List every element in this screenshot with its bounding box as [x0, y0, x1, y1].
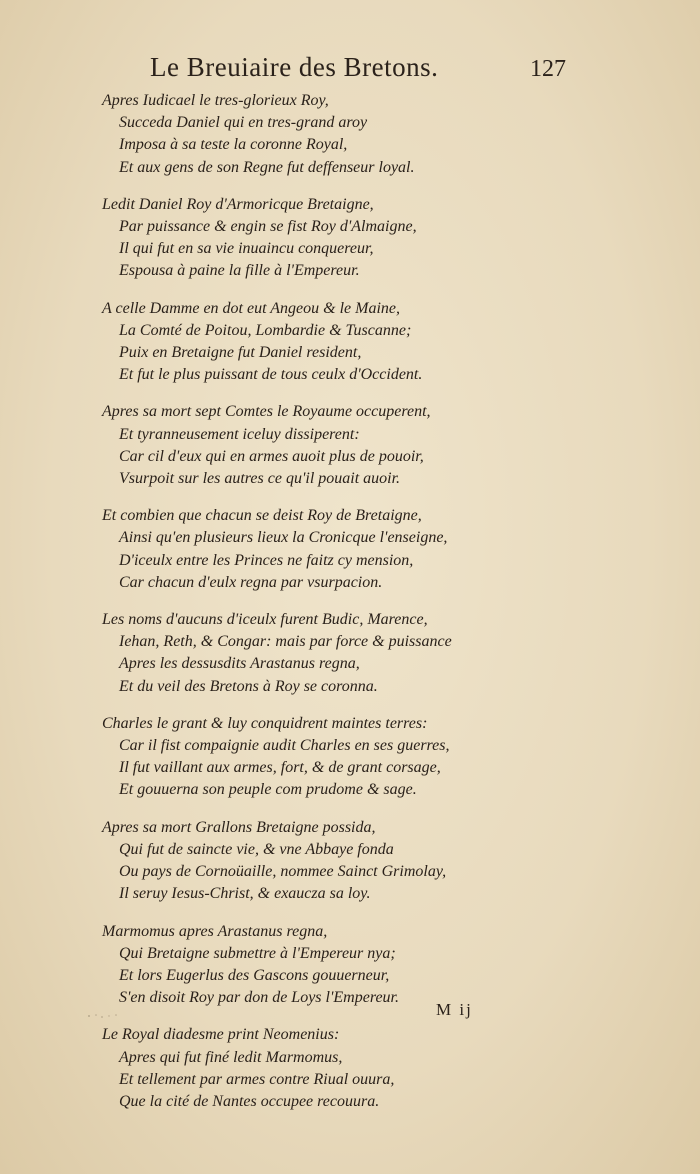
signature-mark: M ij	[436, 1000, 473, 1019]
verse-line: Apres qui fut finé ledit Marmomus,	[119, 1048, 343, 1066]
verse-line: Il fut vaillant aux armes, fort, & de grant corsage,	[119, 759, 441, 777]
verse-line: S'en disoit Roy par don de Loys l'Empereur.	[119, 989, 399, 1007]
verse-line: Car chacun d'eulx regna par vsurpacion.	[119, 573, 383, 591]
verse-line: Puix en Bretaigne fut Daniel resident,	[119, 344, 362, 362]
verse-line: Ledit Daniel Roy d'Armoricque Bretaigne,	[102, 195, 374, 213]
page-number: 127	[530, 56, 566, 82]
verse-line: Le Royal diadesme print Neomenius:	[102, 1026, 340, 1044]
stanza	[102, 713, 602, 802]
verse-line: Vsurpoit sur les autres ce qu'il pouait auoir.	[119, 470, 401, 488]
verse-line: Ainsi qu'en plusieurs lieux la Cronicque l'enseigne,	[119, 529, 448, 547]
stanza	[102, 401, 602, 490]
verse-line: Et combien que chacun se deist Roy de Bretaigne,	[102, 507, 422, 525]
verse-line: Apres les dessusdits Arastanus regna,	[119, 655, 360, 673]
verse-line: Iehan, Reth, & Congar: mais par force & puissance	[119, 633, 452, 651]
verse-line: Les noms d'aucuns d'iceulx furent Budic, Marence,	[102, 611, 428, 629]
verse-line: Et lors Eugerlus des Gascons gouuerneur,	[119, 966, 390, 984]
verse-line: Et gouuerna son peuple com prudome & sage.	[119, 781, 417, 799]
verse-line: A celle Damme en dot eut Angeou & le Maine,	[102, 299, 400, 317]
verse-line: Marmomus apres Arastanus regna,	[102, 922, 328, 940]
verse-line: Par puissance & engin se fist Roy d'Almaigne,	[119, 218, 417, 236]
verse-line: Car il fist compaignie audit Charles en ses guerres,	[119, 737, 450, 755]
verse-line: La Comté de Poitou, Lombardie & Tuscanne;	[119, 321, 412, 339]
verse-line: Charles le grant & luy conquidrent maintes terres:	[102, 714, 428, 732]
poem-text	[102, 90, 602, 1128]
stanza	[102, 817, 602, 906]
verse-line: Espousa à paine la fille à l'Empereur.	[119, 262, 360, 280]
verse-line: D'iceulx entre les Princes ne faitz cy mension,	[119, 551, 414, 569]
page-header	[0, 52, 700, 92]
verse-line: Et aux gens de son Regne fut deffenseur loyal.	[119, 158, 415, 176]
stanza	[102, 298, 602, 387]
verse-line: Et fut le plus puissant de tous ceulx d'Occident.	[119, 366, 423, 384]
verse-line: Et tellement par armes contre Riual ouura,	[119, 1070, 395, 1088]
verse-line: Il qui fut en sa vie inuaincu conquereur,	[119, 240, 374, 258]
verse-line: Car cil d'eux qui en armes auoit plus de pouoir,	[119, 447, 424, 465]
running-head: Le Breuiaire des Bretons.	[150, 52, 439, 82]
ink-specks	[85, 1010, 125, 1022]
verse-line: Succeda Daniel qui en tres-grand aroy	[119, 114, 368, 132]
verse-line: Il seruy Iesus-Christ, & exaucza sa loy.	[119, 885, 371, 903]
verse-line: Ou pays de Cornoüaille, nommee Sainct Grimolay,	[119, 863, 447, 881]
stanza	[102, 194, 602, 283]
verse-line: Et du veil des Bretons à Roy se coronna.	[119, 677, 378, 695]
stanza	[102, 1024, 602, 1113]
stanza	[102, 90, 602, 179]
verse-line: Imposa à sa teste la coronne Royal,	[119, 136, 348, 154]
verse-line: Qui Bretaigne submettre à l'Empereur nya;	[119, 944, 396, 962]
verse-line: Apres Iudicael le tres-glorieux Roy,	[102, 92, 329, 109]
verse-line: Que la cité de Nantes occupee recouura.	[119, 1092, 380, 1110]
stanza	[102, 921, 602, 1010]
stanza	[102, 505, 602, 594]
verse-line: Apres sa mort sept Comtes le Royaume occuperent,	[102, 403, 431, 421]
verse-line: Et tyranneusement iceluy dissiperent:	[119, 425, 360, 443]
verse-line: Apres sa mort Grallons Bretaigne possida,	[102, 818, 376, 836]
stanza	[102, 609, 602, 698]
verse-line: Qui fut de saincte vie, & vne Abbaye fonda	[119, 840, 394, 858]
